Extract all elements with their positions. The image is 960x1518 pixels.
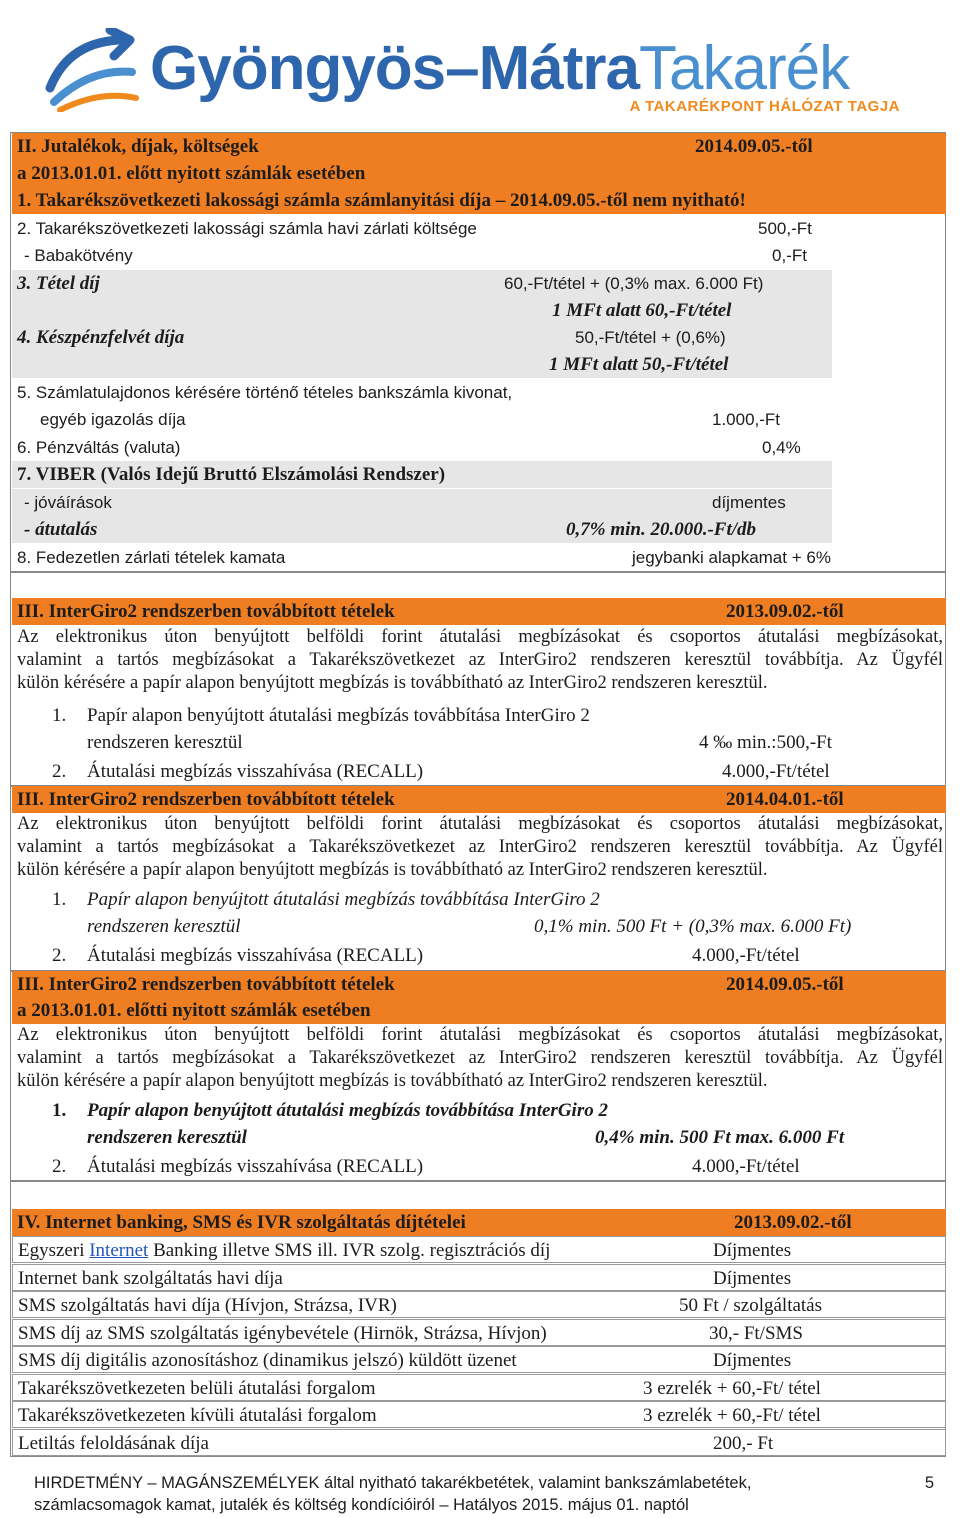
fee-value: Díjmentes (713, 1240, 792, 1261)
item-7b-label: - átutalás (24, 519, 98, 540)
section-2-item-7a (12, 489, 832, 516)
babakotveny-value: 0,-Ft (772, 246, 807, 265)
section-3a-item-2 (12, 758, 946, 785)
fee-value: Díjmentes (713, 1267, 792, 1289)
section-2-subheader (12, 160, 946, 187)
logo-name-dark: Gyöngyös–Mátra (150, 34, 640, 103)
section-3a-date: 2013.09.02.-től (726, 601, 844, 622)
section-2-item-4-sub (12, 351, 832, 378)
fee-label-text: Letiltás feloldásának díja (18, 1432, 209, 1454)
babakotveny-label: - Babakötvény (24, 246, 133, 265)
fee-label-text: Internet bank szolgáltatás havi díja (18, 1267, 283, 1289)
fee-label (18, 1292, 397, 1319)
section-2-item-2 (12, 215, 946, 242)
item-6-value: 0,4% (762, 438, 801, 457)
section-3a-item-1-line-2 (12, 729, 946, 756)
fee-value: 30,- Ft/SMS (709, 1322, 803, 1344)
item-8-value: jegybanki alapkamat + 6% (632, 548, 831, 567)
item-7b-value: 0,7% min. 20.000.-Ft/db (566, 519, 757, 540)
section-3b-header (12, 786, 946, 813)
internet-link[interactable]: Internet (89, 1240, 149, 1261)
paragraph-line-1: Az elektronikus úton benyújtott belföldi forint átutalási megbízásokat és csoportos átutalási megbízásokat, (17, 1025, 943, 1045)
paragraph-line-1: Az elektronikus úton benyújtott belföldi forint átutalási megbízásokat és csoportos átutalási megbízásokat, (17, 627, 943, 647)
item-1-number: 1. (52, 705, 67, 726)
section-3c-subtitle: a 2013.01.01. előtti nyitott számlák esetében (17, 1000, 371, 1021)
item-1-text: Papír alapon benyújtott átutalási megbízás továbbítása InterGiro 2 (87, 889, 600, 910)
section-3c-subheader (12, 997, 946, 1024)
section-2-title: II. Jutalékok, díjak, költségek (17, 136, 259, 157)
fee-row (12, 1264, 946, 1291)
fee-row (12, 1236, 946, 1263)
section-3c-date: 2014.09.05.-től (726, 974, 844, 995)
section-3a-item-1 (12, 702, 946, 729)
section-3c-item-1 (12, 1097, 946, 1124)
item-1-text: Papír alapon benyújtott átutalási megbízás továbbítása InterGiro 2 (87, 1100, 608, 1121)
item-2-number: 2. (52, 1156, 67, 1177)
section-3b-paragraph (17, 813, 943, 883)
paragraph-line-3: külön kérésére a papír alapon benyújtott megbízás is továbbítható az InterGiro2 rendszeren keresztül. (17, 860, 768, 881)
section-2-date: 2014.09.05.-től (695, 136, 813, 157)
item-1-value: 0,1% min. 500 Ft + (0,3% max. 6.000 Ft) (534, 916, 852, 937)
fee-label-text: SMS díj az SMS szolgáltatás igénybevétele (Hirnök, Strázsa, Hívjon) (18, 1322, 547, 1344)
section-3c-item-1-line-2 (12, 1124, 946, 1151)
item-2-label: 2. Takarékszövetkezeti lakossági számla havi zárlati költsége (17, 219, 477, 238)
fee-label (18, 1237, 550, 1264)
section-2-item-8 (12, 544, 946, 571)
item-1-text: Papír alapon benyújtott átutalási megbízás továbbítása InterGiro 2 (87, 705, 590, 726)
section-3a-paragraph (17, 626, 943, 696)
section-3c-title: III. InterGiro2 rendszerben továbbított tételek (17, 974, 395, 995)
section-2-item-5 (12, 379, 946, 406)
item-6-label: 6. Pénzváltás (valuta) (17, 438, 181, 457)
paragraph-line-3: külön kérésére a papír alapon benyújtott megbízás is továbbítható az InterGiro2 rendszeren keresztül. (17, 673, 768, 694)
section-2-item-3 (12, 270, 832, 297)
section-2-subtitle: a 2013.01.01. előtt nyitott számlák esetében (17, 163, 366, 184)
item-1-value: 0,4% min. 500 Ft max. 6.000 Ft (595, 1127, 845, 1148)
fee-row (12, 1319, 946, 1346)
section-3b-title: III. InterGiro2 rendszerben továbbított tételek (17, 789, 395, 810)
footer-line-2: számlacsomagok kamat, jutalék és költség kondícióiról – Hatályos 2015. május 01. naptól (34, 1496, 689, 1514)
section-3a-header (12, 598, 946, 625)
fee-value: 3 ezrelék + 60,-Ft/ tétel (643, 1377, 821, 1399)
paragraph-line-1: Az elektronikus úton benyújtott belföldi forint átutalási megbízásokat és csoportos átutalási megbízásokat, (17, 814, 943, 834)
item-1-text-2: rendszeren keresztül (87, 1127, 247, 1148)
fee-label-text: Takarékszövetkezeten belüli átutalási forgalom (18, 1377, 376, 1399)
item-2-value: 4.000,-Ft/tétel (692, 945, 800, 966)
footer-line-1: HIRDETMÉNY – MAGÁNSZEMÉLYEK által nyitható takarékbetétek, valamint bankszámlabetétek, (34, 1474, 752, 1492)
section-3c-paragraph (17, 1024, 943, 1094)
item-4-sub: 1 MFt alatt 50,-Ft/tétel (549, 354, 729, 375)
fee-label-text-rest: Banking illetve SMS ill. IVR szolg. regisztrációs díj (148, 1240, 551, 1261)
logo-arrow-icon (40, 28, 140, 112)
paragraph-line-2: valamint a tartós megbízásokat a Takarékszövetkezet az InterGiro2 rendszeren keresztül továbbítja. Az Ügyfél (17, 837, 943, 858)
page-footer (34, 1472, 934, 1516)
logo-tagline: A TAKARÉKPONT HÁLÓZAT TAGJA (629, 98, 900, 115)
item-2-text: Átutalási megbízás visszahívása (RECALL) (87, 945, 424, 966)
fee-row (12, 1291, 946, 1318)
section-3b-item-1 (12, 886, 946, 913)
section-4-date: 2013.09.02.-től (734, 1212, 852, 1233)
item-2-value: 500,-Ft (758, 219, 812, 238)
section-3b-item-2 (12, 942, 946, 969)
item-1-number: 1. (52, 1100, 67, 1121)
section-2-item-4 (12, 324, 832, 351)
item-2-text: Átutalási megbízás visszahívása (RECALL) (87, 1156, 424, 1177)
fee-label (18, 1430, 209, 1457)
section-3c-header (12, 971, 946, 998)
item-2-text: Átutalási megbízás visszahívása (RECALL) (87, 761, 424, 782)
section-2-item-1 (12, 187, 946, 214)
paragraph-line-2: valamint a tartós megbízásokat a Takarékszövetkezet az InterGiro2 rendszeren keresztül továbbítja. Az Ügyfél (17, 650, 943, 671)
fee-label-text: Egyszeri (18, 1240, 90, 1261)
item-1-value: 4 ‰ min.:500,-Ft (699, 732, 833, 753)
item-7-label: 7. VIBER (Valós Idejű Bruttó Elszámolási Rendszer) (17, 464, 446, 485)
section-2-item-7 (12, 461, 832, 488)
item-2-number: 2. (52, 761, 67, 782)
fee-row (12, 1346, 946, 1373)
section-2-item-6 (12, 434, 946, 461)
section-3b-item-1-line-2 (12, 913, 946, 940)
fee-label (18, 1375, 376, 1402)
fee-label (18, 1320, 547, 1347)
item-1-text: 1. Takarékszövetkezeti lakossági számla számlanyitási díja – 2014.09.05.-től nem nyitható! (17, 190, 746, 211)
bank-logo (150, 28, 910, 120)
item-5-value: 1.000,-Ft (712, 410, 781, 429)
fee-label (18, 1347, 517, 1374)
fee-value: 50 Ft / szolgáltatás (679, 1295, 823, 1316)
section-3b-date: 2014.04.01.-től (726, 789, 844, 810)
fee-value: 3 ezrelék + 60,-Ft/ tétel (643, 1405, 821, 1426)
fee-value: 200,- Ft (713, 1432, 774, 1454)
fee-label (18, 1402, 377, 1429)
item-7a-label: - jóváírások (24, 493, 112, 512)
section-2-item-5-line-2 (12, 406, 946, 433)
fee-label-text: SMS díj digitális azonosításhoz (dinamikus jelszó) küldött üzenet (18, 1350, 517, 1371)
item-8-label: 8. Fedezetlen zárlati tételek kamata (17, 548, 286, 567)
section-2-babakotveny (12, 242, 946, 269)
fee-row (12, 1401, 946, 1428)
fee-label (18, 1265, 283, 1292)
logo-wordmark (150, 36, 849, 102)
item-1-text-2: rendszeren keresztül (87, 916, 241, 937)
item-3-label: 3. Tétel díj (17, 273, 100, 294)
item-4-value: 50,-Ft/tétel + (0,6%) (575, 328, 726, 347)
logo-name-light: Takarék (639, 34, 850, 103)
item-7a-value: díjmentes (712, 493, 786, 512)
fee-value: Díjmentes (713, 1350, 792, 1371)
section-4-header (12, 1209, 946, 1236)
item-1-text-2: rendszeren keresztül (87, 732, 243, 753)
fee-label-text: Takarékszövetkezeten kívüli átutalási forgalom (18, 1405, 377, 1426)
item-3-value: 60,-Ft/tétel + (0,3% max. 6.000 Ft) (504, 274, 764, 293)
fee-label-text: SMS szolgáltatás havi díja (Hívjon, Strázsa, IVR) (18, 1295, 397, 1316)
item-5-label-2: egyéb igazolás díja (40, 410, 186, 429)
fee-row (12, 1429, 946, 1456)
item-4-label: 4. Készpénzfelvét díja (17, 327, 185, 348)
item-2-number: 2. (52, 945, 67, 966)
item-1-number: 1. (52, 889, 67, 910)
section-2-item-7b (12, 516, 832, 543)
paragraph-line-3: külön kérésére a papír alapon benyújtott megbízás is továbbítható az InterGiro2 rendszeren keresztül. (17, 1071, 768, 1092)
item-2-value: 4.000,-Ft/tétel (722, 761, 830, 782)
item-5-label: 5. Számlatulajdonos kérésére történő tételes bankszámla kivonat, (17, 383, 513, 402)
section-3c-item-2 (12, 1153, 946, 1180)
section-2-item-3-sub (12, 297, 832, 324)
section-2-header (12, 133, 946, 160)
fee-row (12, 1374, 946, 1401)
page-number: 5 (924, 1474, 934, 1492)
section-3a-title: III. InterGiro2 rendszerben továbbított tételek (17, 601, 395, 622)
section-4-title: IV. Internet banking, SMS és IVR szolgáltatás díjtételei (17, 1212, 466, 1233)
item-2-value: 4.000,-Ft/tétel (692, 1156, 800, 1177)
item-3-sub: 1 MFt alatt 60,-Ft/tétel (552, 300, 732, 321)
paragraph-line-2: valamint a tartós megbízásokat a Takarékszövetkezet az InterGiro2 rendszeren keresztül továbbítja. Az Ügyfél (17, 1048, 943, 1069)
